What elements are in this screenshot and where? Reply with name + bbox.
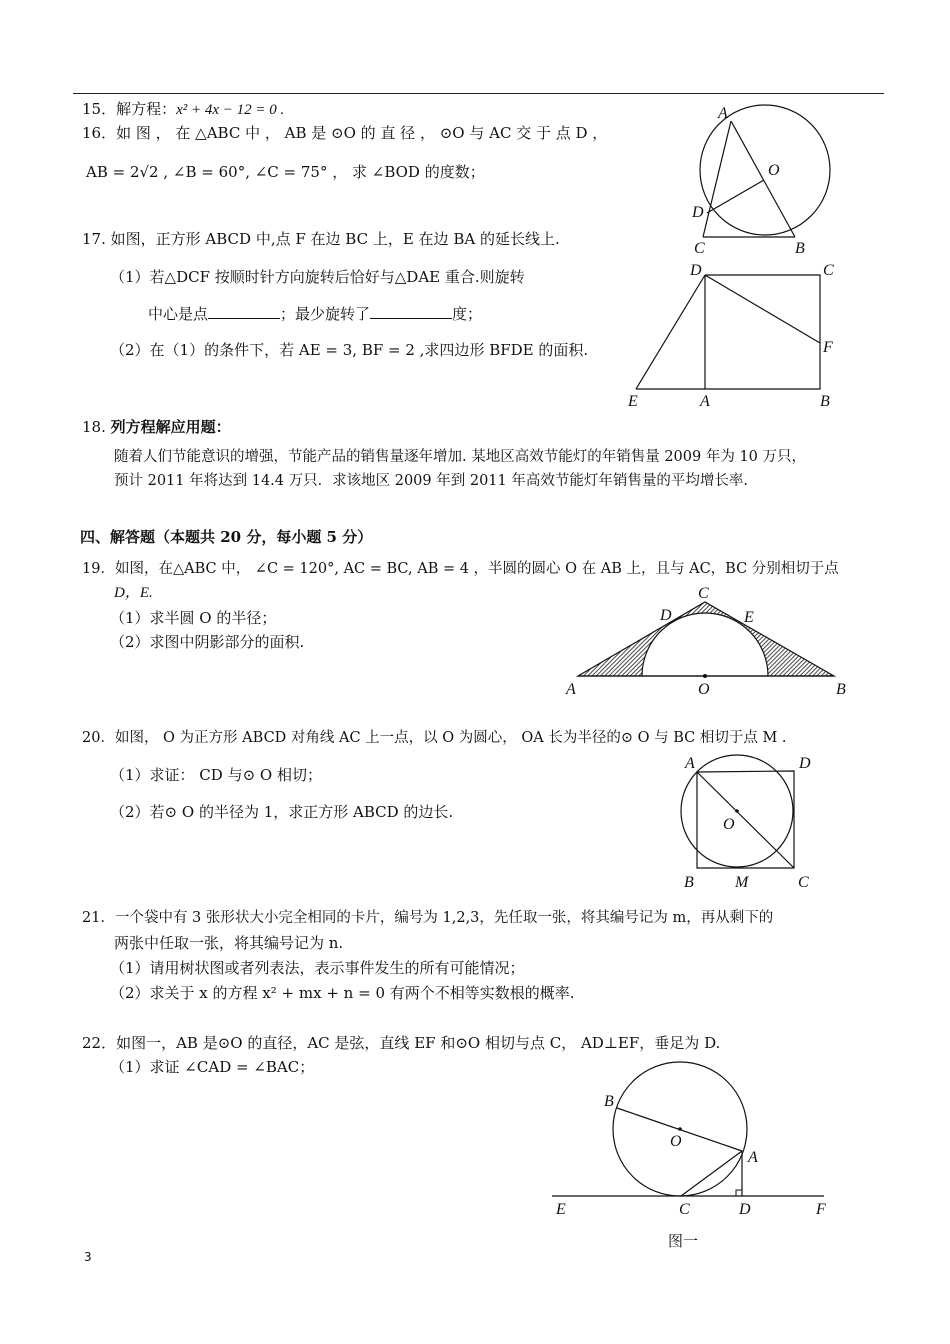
square-abcd — [705, 275, 820, 389]
segment-ab — [731, 121, 795, 237]
question-20-part-1: （1）求证： CD 与⊙ O 相切； — [110, 766, 322, 784]
chord-ac — [681, 1151, 742, 1196]
question-16 — [82, 124, 607, 142]
label-d: D — [799, 755, 811, 772]
label-o: O — [670, 1133, 682, 1150]
question-19-line-2: D，E. — [114, 585, 153, 601]
question-number: 22． — [82, 1034, 117, 1052]
label-e: E — [744, 609, 754, 626]
answer-blank-degrees[interactable] — [370, 304, 452, 319]
question-20-part-2: （2）若⊙ O 的半径为 1，求正方形 ABCD 的边长. — [110, 803, 454, 821]
question-15 — [82, 100, 284, 119]
label-o: O — [723, 816, 735, 833]
label-a: A — [700, 393, 710, 410]
label-b: B — [684, 874, 694, 891]
figure-q19-semicircle — [560, 580, 860, 700]
label-c: C — [698, 585, 709, 602]
question-text: 如图，在△ABC 中， ∠C = 120°, AC = BC, AB = 4 ，半圆的圆心 O 在 AB 上，且与 AC，BC 分别相切于点 — [114, 561, 839, 577]
question-text: 如图一，AB 是⊙O 的直径，AC 是弦，直线 EF 和⊙O 相切与点 C， AD⊥EF，垂足为 D. — [116, 1034, 721, 1052]
question-number: 18. — [82, 418, 106, 436]
answer-blank-center[interactable] — [208, 304, 280, 319]
question-19-part-2: （2）求图中阴影部分的面积. — [110, 633, 305, 651]
question-19-part-1: （1）求半圆 O 的半径； — [110, 609, 277, 627]
segment-df — [705, 275, 820, 343]
label-d: D — [739, 1201, 751, 1218]
label-e: E — [628, 393, 638, 410]
label-d: D — [690, 262, 702, 279]
question-16-givens: AB = 2√2 , ∠B = 60°, ∠C = 75° ， 求 ∠BOD 的度数； — [86, 163, 485, 181]
question-18-line-2: 预计 2011 年将达到 14.4 万只．求该地区 2009 年到 2011 年高效节能灯年销售量的平均增长率. — [114, 473, 748, 489]
question-18-line-1: 随着人们节能意识的增强，节能产品的销售量逐年增加. 某地区高效节能灯的年销售量 2009 年为 10 万只， — [114, 449, 807, 465]
question-22 — [82, 1034, 720, 1052]
center-o — [678, 1127, 682, 1131]
label-a: A — [566, 681, 576, 698]
equation: x² + 4x − 12 = 0 . — [176, 102, 285, 118]
question-number: 15． — [82, 100, 117, 118]
segment-ac — [703, 121, 731, 237]
question-title: 列方程解应用题： — [110, 418, 231, 436]
question-18 — [82, 418, 231, 436]
question-19 — [82, 560, 839, 578]
figure-q16-circle-triangle — [680, 100, 860, 260]
question-number: 16． — [82, 124, 117, 142]
figure-q20-square-circle — [660, 750, 830, 895]
question-17-part-1-blanks: 中心是点 ；最少旋转了 度； — [148, 305, 483, 323]
question-21-part-2: （2）求关于 x 的方程 x² + mx + n = 0 有两个不相等实数根的概率. — [110, 984, 575, 1002]
figure-q17-square — [620, 255, 850, 415]
question-number: 17. — [82, 230, 106, 248]
question-20 — [82, 729, 787, 747]
page-number: 3 — [84, 1250, 92, 1264]
question-text-line-1: 如 图 ， 在 △ABC 中 ， AB 是 ⊙O 的 直 径 ， ⊙O 与 AC 交 于 点 D ， — [116, 124, 608, 142]
label-e: E — [556, 1201, 566, 1218]
question-17 — [82, 230, 560, 248]
diagonal-ac — [697, 772, 794, 868]
label-f: F — [816, 1201, 826, 1218]
question-21-line-2: 两张中任取一张，将其编号记为 n. — [114, 934, 344, 952]
question-number: 21． — [82, 910, 115, 926]
segment-de — [636, 275, 705, 389]
question-text: 一个袋中有 3 张形状大小完全相同的卡片，编号为 1,2,3，先任取一张，将其编号记为 m，再从剩下的 — [114, 910, 774, 926]
center-o — [735, 809, 739, 813]
label-b: B — [836, 681, 846, 698]
figure-caption: 图一 — [668, 1232, 699, 1250]
figure-q22-tangent-circle — [540, 1060, 840, 1260]
section-heading: 四、解答题（本题共 20 分，每小题 5 分） — [80, 528, 373, 546]
label-o: O — [768, 162, 780, 179]
question-17-part-2: （2）在（1）的条件下，若 AE = 3, BF = 2 ,求四边形 BFDE 的面积. — [110, 341, 589, 359]
label-b: B — [795, 240, 805, 257]
question-label: 解方程： — [116, 100, 177, 118]
label-c: C — [823, 262, 834, 279]
label-c: C — [798, 874, 809, 891]
question-17-part-1: （1）若△DCF 按顺时针方向旋转后恰好与△DAE 重合.则旋转 — [110, 268, 525, 286]
label-d: D — [692, 204, 704, 221]
label-a: A — [748, 1149, 758, 1166]
header-rule — [73, 93, 884, 94]
label-f: F — [823, 339, 833, 356]
question-number: 19． — [82, 561, 115, 577]
label-a: A — [718, 105, 728, 122]
label-o: O — [698, 681, 710, 698]
label-m: M — [735, 874, 749, 891]
center-o — [703, 674, 707, 678]
right-angle-mark — [736, 1190, 742, 1196]
label-c: C — [679, 1201, 690, 1218]
question-21 — [82, 909, 773, 927]
label-a: A — [685, 755, 695, 772]
question-22-part-1: （1）求证 ∠CAD = ∠BAC； — [110, 1058, 315, 1076]
question-text: 如图， O 为正方形 ABCD 对角线 AC 上一点，以 O 为圆心， OA 长为半径的⊙ O 与 BC 相切于点 M . — [114, 730, 787, 746]
question-21-part-1: （1）请用树状图或者列表法，表示事件发生的所有可能情况； — [110, 959, 525, 977]
label-d: D — [660, 607, 672, 624]
question-text: 如图，正方形 ABCD 中,点 F 在边 BC 上，E 在边 BA 的延长线上. — [110, 230, 560, 248]
question-number: 20． — [82, 730, 115, 746]
label-b: B — [604, 1093, 614, 1110]
label-c: C — [694, 240, 705, 257]
label-b: B — [820, 393, 830, 410]
